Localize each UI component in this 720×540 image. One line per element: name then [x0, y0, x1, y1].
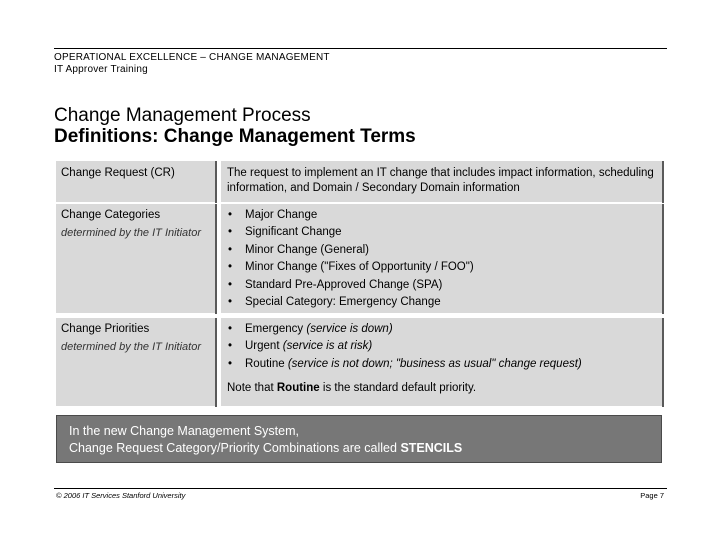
term-cell-change-priorities: [56, 318, 215, 406]
list-item: • Major Change: [221, 207, 662, 224]
priority-list: [221, 318, 662, 373]
callout-line-1: In the new Change Management System,: [69, 424, 299, 438]
definition-text: The request to implement an IT change that includes impact information, scheduling information, and Domain / Secondary Domain information: [227, 167, 654, 194]
definition-cell-change-priorities: [221, 318, 662, 406]
cell-shadow: [215, 161, 217, 203]
definition-cell-change-request: [221, 161, 662, 202]
term-label: Change Categories: [61, 209, 161, 221]
callout-text: Change Request Category/Priority Combinations are called: [69, 441, 397, 455]
header-rule: [54, 48, 667, 49]
slide-subtitle: Definitions: Change Management Terms: [54, 126, 416, 147]
term-label: Change Request (CR): [61, 167, 175, 179]
priority-name: Emergency: [245, 323, 304, 335]
note-emphasis: Routine: [276, 382, 320, 395]
header-program: OPERATIONAL EXCELLENCE – CHANGE MANAGEMENT: [54, 52, 330, 63]
term-subtext: determined by the IT Initiator: [61, 227, 202, 239]
priority-note: [221, 373, 662, 395]
priority-name: Urgent: [245, 340, 280, 353]
header-course: IT Approver Training: [54, 64, 148, 75]
slide-title: Change Management Process: [54, 105, 311, 126]
list-item: [221, 338, 662, 355]
term-label: Change Priorities: [61, 323, 150, 335]
list-item: • Minor Change (General): [221, 242, 662, 259]
cell-shadow: [215, 204, 217, 314]
term-cell-change-request: [56, 161, 215, 202]
note-prefix: Note that: [227, 382, 274, 395]
cell-shadow: [662, 318, 664, 407]
priority-name: Routine: [245, 357, 285, 370]
list-item: [221, 321, 662, 338]
priority-detail: (service is not down; "business as usual" change request): [287, 357, 582, 370]
category-list: [221, 204, 662, 311]
term-subtext: determined by the IT Initiator: [61, 341, 202, 353]
priority-detail: (service is down): [306, 323, 393, 335]
list-item: • Special Category: Emergency Change: [221, 294, 662, 311]
list-item: • Significant Change: [221, 224, 662, 241]
callout-line-2: [69, 440, 661, 457]
cell-shadow: [215, 318, 217, 407]
footer-rule: [54, 488, 667, 489]
priority-detail: (service is at risk): [282, 340, 373, 353]
callout-emphasis: STENCILS: [400, 441, 463, 455]
page-number: Page 7: [640, 491, 664, 500]
list-item: [221, 356, 662, 373]
footer-copyright: © 2006 IT Services Stanford University: [56, 491, 186, 500]
stencils-callout: [56, 415, 662, 463]
definition-cell-change-categories: [221, 204, 662, 313]
note-suffix: is the standard default priority.: [322, 382, 477, 395]
term-cell-change-categories: [56, 204, 215, 313]
list-item: • Minor Change ("Fixes of Opportunity / FOO"): [221, 259, 662, 276]
cell-shadow: [662, 161, 664, 203]
cell-shadow: [662, 204, 664, 314]
list-item: • Standard Pre-Approved Change (SPA): [221, 277, 662, 294]
